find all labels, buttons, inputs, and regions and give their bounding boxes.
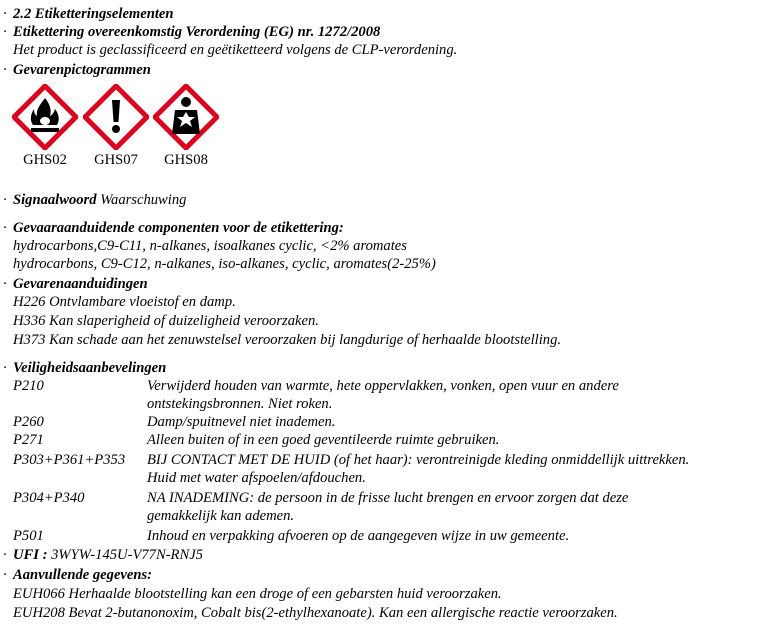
bullet: · <box>3 6 7 22</box>
precaution-code: P210 <box>13 378 44 394</box>
precaution-code: P304+P340 <box>13 490 85 506</box>
precaution-text: Alleen buiten of in een goed geventileerde ruimte gebruiken. <box>147 432 500 448</box>
bullet: · <box>3 24 7 40</box>
precaution-text: gemakkelijk kan ademen. <box>147 508 295 524</box>
pictogram-code: GHS08 <box>164 152 208 168</box>
extra-statement: EUH066 Herhaalde blootstelling kan een droge of een gebarsten huid veroorzaken. <box>13 586 502 602</box>
hazard-statement: H336 Kan slaperigheid of duizeligheid veroorzaken. <box>13 313 319 329</box>
section-title: 2.2 Etiketteringselementen <box>13 6 174 22</box>
component-item: hydrocarbons,C9-C11, n-alkanes, isoalkanes cyclic, <2% aromates <box>13 238 407 254</box>
precaution-text: BIJ CONTACT MET DE HUID (of het haar): verontreinigde kleding onmiddellijk uittrekken. <box>147 452 690 468</box>
ufi-value: 3WYW-145U-V77N-RNJ5 <box>51 547 203 563</box>
precaution-code: P501 <box>13 528 44 544</box>
hazard-statement: H373 Kan schade aan het zenuwstelsel veroorzaken bij langdurige of herhaalde blootstelling. <box>13 332 562 348</box>
precaution-text: ontstekingsbronnen. Niet roken. <box>147 396 333 412</box>
pictogram-code: GHS07 <box>94 152 138 168</box>
precaution-text: NA INADEMING: de persoon in de frisse lucht brengen en ervoor zorgen dat deze <box>147 490 629 506</box>
bullet: · <box>3 62 7 78</box>
regulation-heading: Etikettering overeenkomstig Verordening (EG) nr. 1272/2008 <box>13 24 381 40</box>
bullet: · <box>3 220 7 236</box>
precaution-code: P303+P361+P353 <box>13 452 126 468</box>
health-hazard-icon <box>153 84 219 150</box>
flame-icon <box>12 84 78 150</box>
bullet: · <box>3 276 7 292</box>
precaution-text: Inhoud en verpakking afvoeren op de aangegeven wijze in uw gemeente. <box>147 528 570 544</box>
hazard-statement: H226 Ontvlambare vloeistof en damp. <box>13 294 236 310</box>
components-heading: Gevaaraanduidende componenten voor de etikettering: <box>13 220 344 236</box>
bullet: · <box>3 360 7 376</box>
pictograms-heading: Gevarenpictogrammen <box>13 62 151 78</box>
bullet: · <box>3 192 7 208</box>
bullet: · <box>3 567 7 583</box>
extra-heading: Aanvullende gegevens: <box>13 567 153 583</box>
hazard-heading: Gevarenaanduidingen <box>13 276 148 292</box>
bullet: · <box>3 547 7 563</box>
signal-word-value: Waarschuwing <box>100 192 187 208</box>
regulation-text: Het product is geclassificeerd en geëtiketteerd volgens de CLP-verordening. <box>13 42 458 58</box>
precaution-text: Huid met water afspoelen/afdouchen. <box>147 470 366 486</box>
precaution-text: Verwijderd houden van warmte, hete oppervlakken, vonken, open vuur en andere <box>147 378 619 394</box>
ufi-label: UFI : <box>13 547 48 563</box>
component-item: hydrocarbons, C9-C12, n-alkanes, iso-alkanes, cyclic, aromates(2-25%) <box>13 256 436 272</box>
exclamation-mark-icon <box>83 84 149 150</box>
precaution-heading: Veiligheidsaanbevelingen <box>13 360 167 376</box>
precaution-code: P260 <box>13 414 44 430</box>
signal-word-label: Signaalwoord <box>13 192 97 208</box>
extra-statement: EUH208 Bevat 2-butanonoxim, Cobalt bis(2-ethylhexanoate). Kan een allergische reactie veroorzaken. <box>13 605 618 621</box>
precaution-text: Damp/spuitnevel niet inademen. <box>147 414 336 430</box>
precaution-code: P271 <box>13 432 44 448</box>
pictogram-code: GHS02 <box>23 152 67 168</box>
